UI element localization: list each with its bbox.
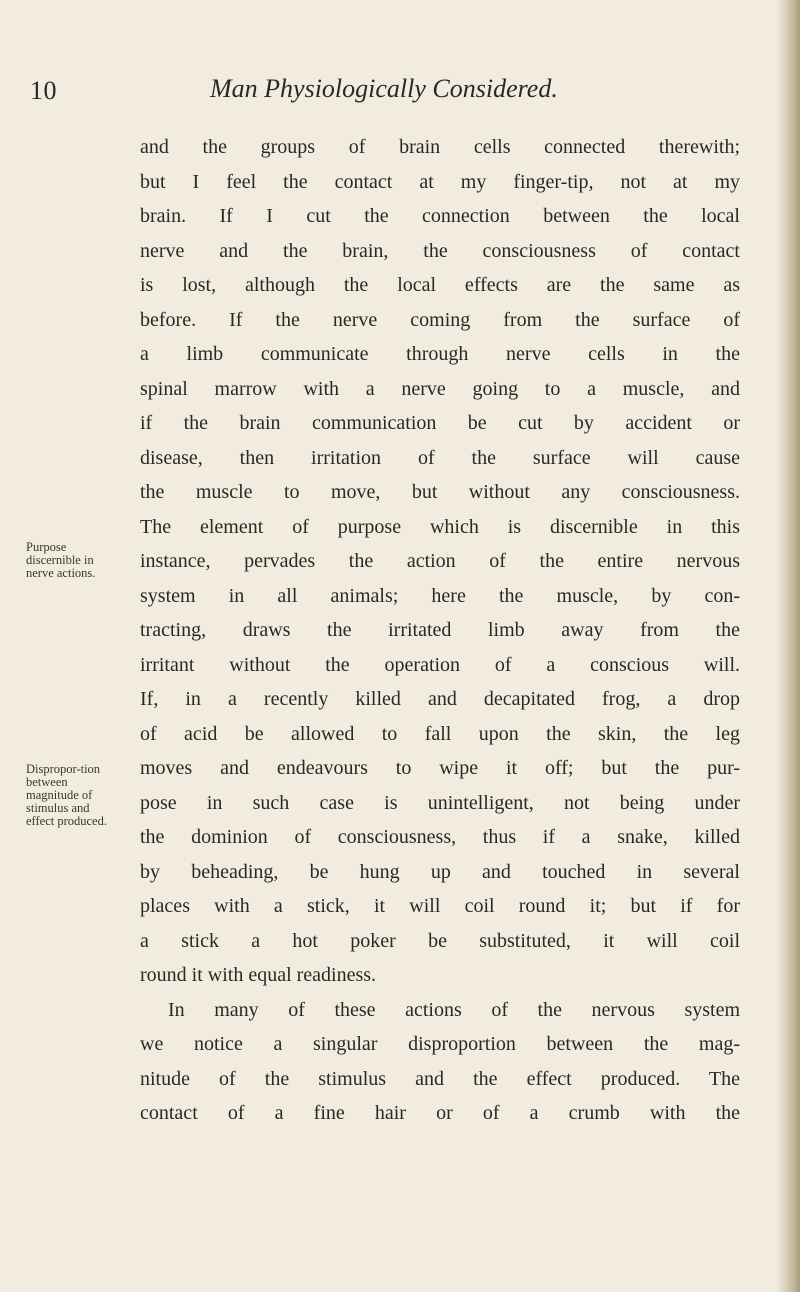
text-line: if the brain communication be cut by accident or	[140, 412, 740, 434]
text-line: before. If the nerve coming from the surface of	[140, 308, 740, 331]
text-line: but I feel the contact at my finger-tip, not at my	[140, 170, 740, 193]
text-line: a limb communicate through nerve cells in the	[140, 343, 740, 365]
body-text	[140, 130, 740, 1131]
text-line: the muscle to move, but without any consciousness.	[140, 481, 740, 503]
text-line: nerve and the brain, the consciousness of contact	[140, 239, 740, 262]
text-line: nitude of the stimulus and the effect produced. The	[140, 1067, 740, 1090]
text-line: of acid be allowed to fall upon the skin, the leg	[140, 722, 740, 745]
running-title: Man Physiologically Considered.	[210, 74, 558, 103]
text-line: by beheading, be hung up and touched in several	[140, 860, 740, 883]
margin-note-purpose: Purpose discernible in nerve actions.	[26, 540, 96, 580]
text-line: pose in such case is unintelligent, not being under	[140, 791, 740, 814]
text-line: and the groups of brain cells connected therewith;	[140, 136, 740, 158]
text-line: instance, pervades the action of the entire nervous	[140, 550, 740, 572]
page-edge-shadow	[778, 0, 800, 1292]
text-line: system in all animals; here the muscle, by con-	[140, 584, 740, 607]
text-line: tracting, draws the irritated limb away from the	[140, 619, 740, 641]
text-line: brain. If I cut the connection between the local	[140, 205, 740, 227]
text-line: spinal marrow with a nerve going to a muscle, and	[140, 377, 740, 400]
text-line: contact of a fine hair or of a crumb with the	[140, 1102, 740, 1124]
text-line: the dominion of consciousness, thus if a snake, killed	[140, 826, 740, 848]
text-line: moves and endeavours to wipe it off; but the pur-	[140, 757, 740, 779]
text-line: irritant without the operation of a conscious will.	[140, 653, 740, 676]
page-number: 10	[30, 76, 57, 105]
text-line: The element of purpose which is discernible in this	[140, 515, 740, 538]
text-line: disease, then irritation of the surface will cause	[140, 446, 740, 469]
text-line: is lost, although the local effects are the same as	[140, 274, 740, 296]
text-line: places with a stick, it will coil round it; but if for	[140, 895, 740, 917]
text-line: If, in a recently killed and decapitated frog, a drop	[140, 688, 740, 710]
margin-note-disproportion: Dispropor-tion between magnitude of stimulus and effect produced.	[26, 762, 107, 828]
text-line: round it with equal readiness.	[140, 964, 377, 986]
text-line: a stick a hot poker be substituted, it will coil	[140, 929, 740, 952]
text-line: we notice a singular disproportion between the mag-	[140, 1033, 740, 1055]
text-line: In many of these actions of the nervous system	[168, 998, 740, 1021]
